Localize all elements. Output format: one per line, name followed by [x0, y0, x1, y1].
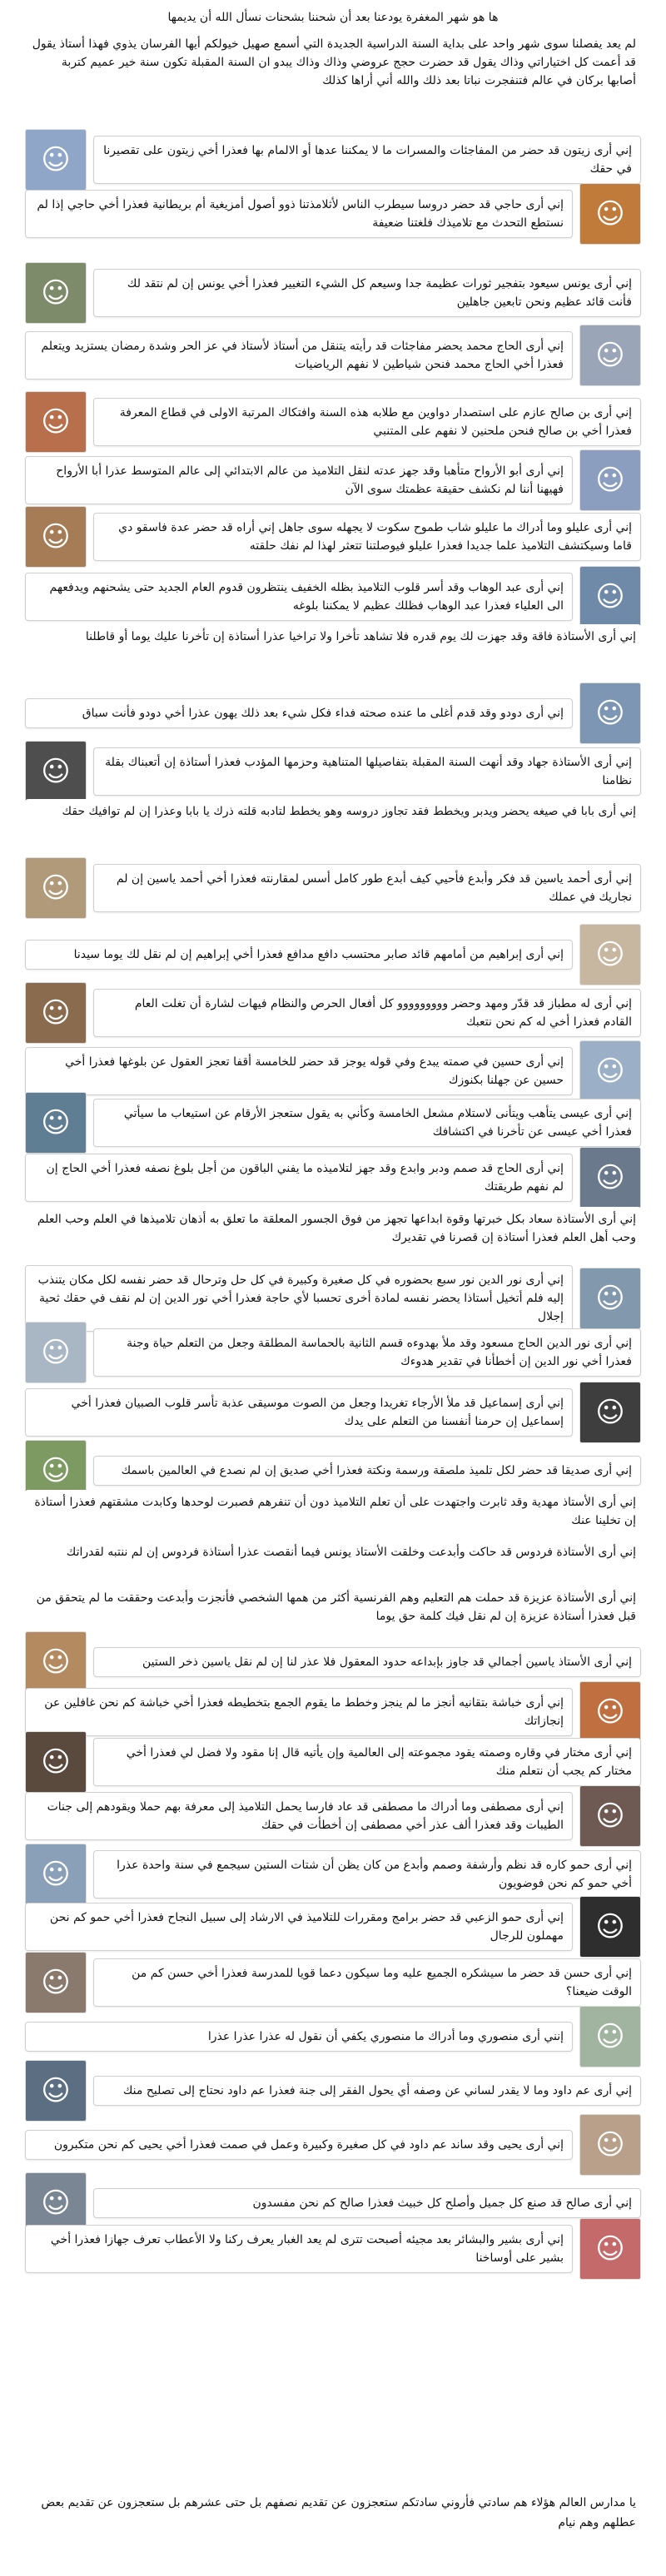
- post-row: [25, 1092, 641, 1154]
- avatar-photo: ☺: [579, 2218, 641, 2280]
- avatar-photo: ☺: [579, 566, 641, 628]
- avatar-photo: ☺: [579, 682, 641, 744]
- post-row: [25, 506, 641, 568]
- avatar-photo: ☺: [579, 325, 641, 386]
- post-text: إني أرى أحمد ياسين قد فكر وأبدع فأحيي كيف أبدع طور كامل أسس لمقارنته فعذرا أخي أحمد ياسين إن لم نجاريك في عملك: [93, 864, 641, 912]
- avatar-photo: ☺: [25, 1844, 87, 1905]
- post-row: [25, 741, 641, 802]
- post-text: إني أرى صالح قد صنع كل جميل وأصلح كل خبيث فعذرا صالح كم نحن مفسدون: [93, 2188, 641, 2218]
- post-row: [25, 325, 641, 386]
- avatar-photo: ☺: [25, 1631, 87, 1693]
- post-row: [25, 1952, 641, 2013]
- post-text: إني أرى خباشة بتقانيه أنجز ما لم ينجز وخطط ما يقوم الجمع بتخطيطه فعذرا أخي خباشة كم نحن غافلين عن إنجازاتك: [25, 1688, 573, 1736]
- avatar-photo: ☺: [25, 2172, 87, 2234]
- post-text: إني أرى الأستاذة فاقة وقد جهزت لك يوم قدره فلا تشاهد تأخرا ولا تراخيا عذرا أستاذة إن تأخرنا عليك يوما أو قاطلنا: [25, 624, 641, 649]
- post-text: إني أرى عليلو وما أدراك ما عليلو شاب طموح سكوت لا يجهله سوى جاهل إني أراه قد حضر عدة فاسقو دي قاما وسيكتشف التلاميذ علما جديدا فعذرا عليلو فيوصلتنا تتعثر لهذا لم نفك حلقته: [93, 513, 641, 561]
- avatar-photo: ☺: [579, 1147, 641, 1209]
- post-text: إني أرى يونس سيعود بتفجير ثورات عظيمة جدا وسيعم كل الشيء التغيير فعذرا أخي يونس إن لم نتقد لك فأنت قائد عظيم ونحن تابعين جاهلين: [93, 269, 641, 317]
- post-text: إني أرى بابا في صيغه يحضر ويدبر ويخطط فقد تجاوز دروسه وهو يخطط لتادبه قلته ذرك يا بابا وعذرا إن لم توافيك حقك: [25, 799, 641, 824]
- post-text: إني أرى مصطفى وما أدراك ما مصطفى قد عاد فارسا يحمل التلاميذ إلى معرفة بهم حملا ويقودهم إلى جنات الطيبات وقد فعذرا ألف عذر أخي مصطفى إن أخطأت في حقك: [25, 1792, 573, 1840]
- post-text: إني أرى حاجي قد حضر دروسا سيطرب الناس لأثلامذتنا ذوو أصول أمزيغية أم بريطانية فعذرا أخي حاجي إذا لم نستطع التحدث مع تلاميذك فلغتنا ضعيفة: [25, 190, 573, 238]
- post-row: [25, 1147, 641, 1209]
- post-text: إني أرى إبراهيم من أمامهم قائد صابر محتسب دافع مدافع فعذرا أخي إبراهيم إن لم نقل لك يوما سيدنا: [25, 940, 573, 970]
- avatar-photo: ☺: [25, 262, 87, 324]
- outro: يا مدارس العالم هؤلاء هم سادتي فأروني سادتكم ستعجزون عن تقديم نصفهم بل حتى عشرهم بل ستعجزون عن تقديم بعض عطلهم وهم نيام: [41, 2496, 636, 2529]
- avatar-photo: ☺: [25, 129, 87, 191]
- post-row: [25, 391, 641, 453]
- post-text: إني أرى دودو وقد قدم أغلى ما عنده صحته فداء فكل شيء بعد ذلك يهون عذرا أخي دودو فأنت سباق: [25, 698, 573, 728]
- avatar-photo: ☺: [579, 2114, 641, 2176]
- post-row: [25, 2006, 641, 2067]
- avatar-photo: ☺: [25, 506, 87, 568]
- avatar-photo: ☺: [25, 391, 87, 453]
- post-row: [25, 566, 641, 628]
- post-row: [25, 624, 641, 649]
- avatar-photo: ☺: [25, 1952, 87, 2013]
- intro: [30, 8, 636, 93]
- avatar-photo: ☺: [579, 1040, 641, 1102]
- post-text: إني أرى عبد الوهاب وقد أسر قلوب التلاميذ بظله الخفيف ينتظرون قدوم العام الجديد حتى يشحنهم ويدفعهم الى العلياء فعذرا عبد الوهاب فظلك عظيم لا يمكننا بلوغه: [25, 573, 573, 621]
- post-text: إني أرى يحيى وقد ساند عم داود في كل صغيرة وكبيرة وعمل في صمت فعذرا أخي يحيى كم نحن متكبرون: [25, 2130, 573, 2160]
- post-row: [25, 2060, 641, 2122]
- post-text: إني أرى الحاج قد صمم ودبر وابدع وقد جهز لتلاميذه ما يفني الباقون من أجل بلوغ نصفه فعذرا أخي الحاج إن لم نفهم طريقتك: [25, 1154, 573, 1202]
- avatar-photo: ☺: [579, 449, 641, 511]
- post-text: إني أرى الأستاذة جهاد وقد أنهت السنة المقبلة بتفاصيلها المتناهية وحزمها المؤدب فعذرا أستاذة إن أتعبناك بقلة نظامنا: [93, 747, 641, 796]
- post-row: [25, 2218, 641, 2280]
- post-text: إني أرى حسن قد حضر ما سيشكره الجميع عليه وما سيكون دعما قويا للمدرسة فعذرا أخي حسن كم من الوقت ضيعنا؟: [93, 1958, 641, 2007]
- post-row: [25, 2114, 641, 2176]
- avatar-photo: ☺: [25, 741, 87, 802]
- post-row: [25, 1207, 641, 1250]
- post-row: [25, 183, 641, 245]
- post-row: [25, 799, 641, 824]
- post-text: إني أرى الأستاذ ياسين أجمالي قد جاوز بإبداعه حدود المعقول فلا عذر لنا إن لم نقل ياسين ذخر الستين: [93, 1647, 641, 1677]
- post-row: [25, 1586, 641, 1629]
- post-text: إني أرى الأستاذة عزيزة قد حملت هم التعليم وهم الفرنسية أكثر من همها الشخصي فأنجزت وأبدعت وحققت ما لم يتحقق من قبل فعذرا أستاذة عزيزة إن لم نقل فيك كلمة حق يوما: [25, 1586, 641, 1629]
- post-text: إني أرى مختار في وقاره وصمته يقود مجموعته إلى العالمية وإن يأتيه قال إنا مقود ولا فضل لي فعذرا أخي مختار كم يجب أن نتعلم منك: [93, 1738, 641, 1786]
- post-row: [25, 1540, 641, 1565]
- post-row: [25, 1322, 641, 1383]
- post-text: إني أرى حمو الزعبي قد حضر برامج ومقررات للتلاميذ في الارشاد إلى سبيل النجاح فعذرا أخي حمو كم نحن مهملون للرجال: [25, 1903, 573, 1951]
- post-row: [25, 1490, 641, 1533]
- post-row: [25, 129, 641, 191]
- post-text: إنني أرى منصوري وما أدراك ما منصوري يكفي أن نقول له عذرا عذرا عذرا: [25, 2022, 573, 2052]
- avatar-photo: ☺: [25, 1440, 87, 1501]
- post-row: [25, 924, 641, 985]
- post-text: إني أرى نور الدين الحاج مسعود وقد ملأ بهدوءه قسم الثانية بالحماسة المطلقة وجعل من التعلم حياة وجنة فعذرا أخي نور الدين إن أخطأنا في تقدير هدوءك: [93, 1328, 641, 1377]
- post-text: إني أرى عيسى يتأهب ويتأنى لاستلام مشعل الخامسة وكأني به يقول ستعجز الأرقام عن استيعاب ما سيأتي فعذرا أخي عيسى عن تأخرنا في اكتشافك: [93, 1099, 641, 1147]
- post-row: [25, 857, 641, 919]
- avatar-photo: ☺: [579, 183, 641, 245]
- post-text: إني أرى الأستاذة سعاد بكل خبرتها وقوة ابداعها تجهز من فوق الجسور المعلقة ما تعلق به أذهان تلاميذها في العلم وحب العلم وحب أهل العلم فعذرا أستاذة إن قصرنا في تقديرك: [25, 1207, 641, 1250]
- post-row: [25, 1731, 641, 1793]
- avatar-photo: ☺: [25, 982, 87, 1044]
- post-text: إني أرى حسين في صمته يبدع وفي قوله يوجز قد حضر للخامسة أقفا تعجز العقول عن بلوغها فعذرا أخي حسين عن جهلنا بكنوزك: [25, 1047, 573, 1095]
- post-text: إني أرى حمو كاره قد نظم وأرشفة وصمم وأبدع من كان يظن أن شتات الستين سيجمع في سنة واحدة عذرا أخي حمو كم نحن فوضويون: [93, 1850, 641, 1898]
- avatar-photo: ☺: [579, 1382, 641, 1443]
- avatar-photo: ☺: [579, 1785, 641, 1847]
- avatar-photo: ☺: [25, 2060, 87, 2122]
- post-row: [25, 982, 641, 1044]
- post-text: إني أرى إسماعيل قد ملأ الأرجاء تغريدا وجعل من الصوت موسيقى عذبة تأسر قلوب الصبيان فعذرا أخي إسماعيل إن حرمنا أنفسنا من التعلم على يدك: [25, 1388, 573, 1437]
- post-row: [25, 262, 641, 324]
- post-text: إني أرى له مطباز قد قدّر ومهد وحضر ووووووووو كل أفعال الحرص والنظام فيهات لشارة أن تغلت العام القادم فعذرا أخي له كم نحن نتعبك: [93, 989, 641, 1037]
- post-text: إني أرى الحاج محمد يحضر مفاجئات قد رأيته يتنقل من أستاذ لأستاذ في عز الحر وشدة رمضان يستزيد ويتعلم فعذرا أخي الحاج محمد فنحن شياطين لا نفهم الرياضيات: [25, 331, 573, 380]
- avatar-photo: ☺: [25, 1092, 87, 1154]
- avatar-photo: ☺: [579, 1268, 641, 1329]
- post-row: [25, 1785, 641, 1847]
- post-text: إني أرى الأستاذة فردوس قد حاكت وأبدعت وخلقت الأستاذ يونس فيما أنقصت عذرا أستاذة فردوس إن لم ننتبه لقدراتك: [25, 1540, 641, 1565]
- avatar-photo: ☺: [579, 924, 641, 985]
- post-row: [25, 1382, 641, 1443]
- post-text: إني أرى أبو الأرواح متأهبا وقد جهز عدته لنقل التلاميذ من عالم الابتدائي إلى عالم المتوسط عذرا أبا الأرواح فهيهنا أننا لم نكشف حقيقة عظمتك سوى الآن: [25, 456, 573, 504]
- post-text: إني أرى عم داود وما لا يقدر لساني عن وصفه أي يحول الفقر إلى جنة فعذرا عم داود نحتاج إلى تصليح منك: [93, 2076, 641, 2106]
- post-row: [25, 1896, 641, 1958]
- avatar-photo: ☺: [579, 1681, 641, 1743]
- avatar-photo: ☺: [25, 857, 87, 919]
- avatar-photo: ☺: [579, 1896, 641, 1958]
- post-text: إني أرى صديقا قد حضر لكل تلميذ ملصقة ورسمة ونكتة فعذرا أخي صديق إن لم نصدع في العالمين باسمك: [93, 1456, 641, 1486]
- intro-paragraph: لم يعد يفصلنا سوى شهر واحد على بداية السنة الدراسية الجديدة التي أسمع صهيل خيولكم أيها الفرسان يذوي فهذا أستاذ يقول قد أعمت كل اختياراتي وذاك يقول قد حضرت حجج عروضي وذاك وذاك يبدو ان السنة المقبلة تكون سنة خير عميم كتربة أصابها بركان في عالم فتنفجرت نباتا بعد ذلك والله أني أراها كذلك: [32, 37, 636, 87]
- post-text: إني أرى بشير والبشائر بعد مجيئه أصبحت تترى لم يعد الغبار يعرف ركنا ولا الأعطاب تعرف جهازا فعذرا أخي بشير على أوساخنا: [25, 2225, 573, 2273]
- avatar-photo: ☺: [25, 1322, 87, 1383]
- post-text: إني أرى بن صالح عازم على استصدار دواوين مع طلابه هذه السنة وافتكاك المرتبة الاولى في قطاع المعرفة فعذرا أخي بن صالح فنحن ملحنين لا نفهم على المتنبي: [93, 398, 641, 446]
- post-text: إني أرى الأستاذ مهدية وقد ثابرت واجتهدت على أن تعلم التلاميذ دون أن تنفرهم فصبرت لوحدها وكابدت مشقتهم فعذرا أستاذة إن تخلينا عنك: [25, 1490, 641, 1533]
- post-text: إني أرى نور الدين نور سبع بحضوره في كل صغيرة وكبيرة في كل حل وترحال قد حضر نفسه لكل مكان يتنذب إليه فلم أتخيل أستاذا يحضر نفسه لمادة أخرى تحسبا لأي حاجة فعذرا أخي نور الدين إن لم نقف في حقك ثحية إجلال: [25, 1265, 573, 1332]
- avatar-photo: ☺: [579, 2006, 641, 2067]
- post-row: [25, 449, 641, 511]
- intro-title: ها هو شهر المغفرة يودعنا بعد أن شحننا بشحنات نسأل الله أن يديمها: [167, 11, 499, 24]
- avatar-photo: ☺: [25, 1731, 87, 1793]
- post-text: إني أرى زيتون قد حضر من المفاجئات والمسرات ما لا يمكننا عدها أو الالمام بها فعذرا أخي زيتون على تقصيرنا في حقك: [93, 136, 641, 184]
- post-row: [25, 682, 641, 744]
